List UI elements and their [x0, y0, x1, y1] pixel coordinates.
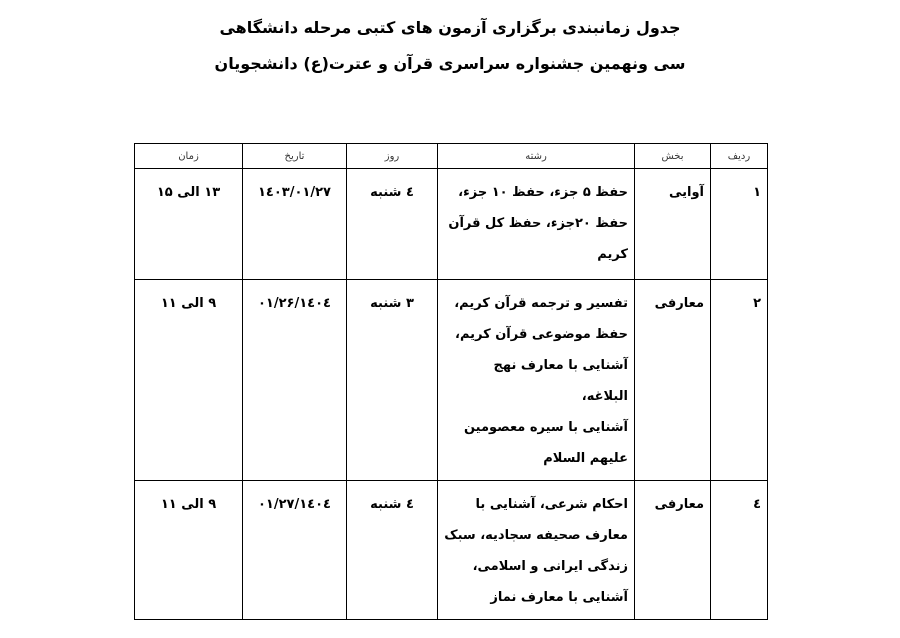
field-line: حفظ ۵ جزء، حفظ ۱۰ جزء،: [458, 185, 628, 200]
field-line: آشنایی با سیره معصومین: [463, 420, 628, 435]
header-section: بخش: [635, 144, 711, 169]
cell-date: ۱٤۰٤/۰۱/۲۶: [243, 280, 347, 481]
field-line: احکام شرعی، آشنایی با: [475, 497, 628, 512]
cell-field: [438, 481, 635, 620]
cell-time: ۹ الی ۱۱: [135, 280, 243, 481]
header-time: زمان: [135, 144, 243, 169]
cell-date: ۱٤۰٤/۰۱/۲۷: [243, 481, 347, 620]
cell-section: آوایی: [635, 169, 711, 280]
title-line-1: جدول زمانبندی برگزاری آزمون های کتبی مرحله دانشگاهی: [219, 18, 681, 37]
cell-day: ٤ شنبه: [347, 169, 438, 280]
table-row: [135, 481, 768, 620]
field-line: زندگی ایرانی و اسلامی،: [472, 559, 628, 574]
field-line: آشنایی با معارف نماز: [490, 590, 628, 605]
cell-day: ۳ شنبه: [347, 280, 438, 481]
title-line-2: سی ونهمین جشنواره سراسری قرآن و عترت(ع) دانشجویان: [214, 54, 686, 73]
field-line: آشنایی با معارف نهج البلاغه،: [493, 358, 628, 404]
table-header-row: [135, 144, 768, 169]
header-day: روز: [347, 144, 438, 169]
cell-row-number: ٤: [711, 481, 768, 620]
cell-section: معارفی: [635, 280, 711, 481]
cell-field: [438, 169, 635, 280]
field-line: حفظ موضوعی قرآن کریم،: [455, 327, 628, 342]
field-line: کریم: [597, 247, 628, 262]
header-row-number: ردیف: [711, 144, 768, 169]
field-line: معارف صحیفه سجادیه، سبک: [444, 528, 628, 543]
cell-time: ۱۳ الی ۱۵: [135, 169, 243, 280]
cell-row-number: ۱: [711, 169, 768, 280]
cell-date: ۱٤۰۳/۰۱/۲۷: [243, 169, 347, 280]
header-date: تاریخ: [243, 144, 347, 169]
table-row: [135, 280, 768, 481]
cell-field: [438, 280, 635, 481]
field-line: تفسیر و ترجمه قرآن کریم،: [454, 296, 628, 311]
cell-section: معارفی: [635, 481, 711, 620]
exam-schedule-table: [134, 143, 768, 620]
field-line: علیهم السلام: [543, 451, 628, 466]
cell-time: ۹ الی ۱۱: [135, 481, 243, 620]
cell-row-number: ۲: [711, 280, 768, 481]
document-title: [0, 10, 900, 82]
table-row: [135, 169, 768, 280]
cell-day: ٤ شنبه: [347, 481, 438, 620]
field-line: حفظ ۲۰جزء، حفظ کل قرآن: [448, 216, 628, 231]
header-field: رشته: [438, 144, 635, 169]
